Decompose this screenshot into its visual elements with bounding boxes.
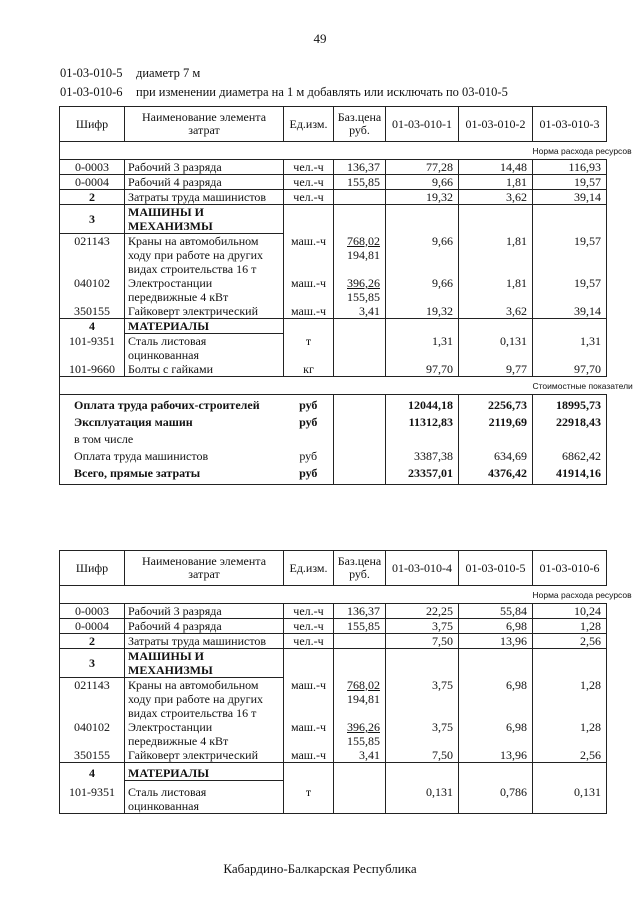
row-value: 2,56 xyxy=(533,634,607,649)
row-unit: чел.-ч xyxy=(284,619,334,634)
row-value: 97,70 xyxy=(533,362,607,377)
row-name-l2: передвижные 4 кВт xyxy=(128,290,229,304)
row-value: 55,84 xyxy=(459,604,533,619)
row-value: 97,70 xyxy=(386,362,459,377)
row-unit: чел.-ч xyxy=(284,175,334,190)
totals-unit: руб xyxy=(299,449,318,463)
row-price: 3,41 xyxy=(334,304,386,319)
col-header-name xyxy=(125,551,284,586)
row-unit: маш.-ч xyxy=(284,720,334,748)
totals-value: 22918,43 xyxy=(533,412,607,429)
totals-row xyxy=(60,463,607,485)
row-value: 10,24 xyxy=(533,604,607,619)
section-row-machines xyxy=(60,205,607,234)
row-value: 39,14 xyxy=(533,190,607,205)
col-header-name-l1: Наименование элемента xyxy=(141,110,267,124)
row-code: 4 xyxy=(60,319,125,334)
table-row xyxy=(60,334,607,363)
row-value: 3,75 xyxy=(386,720,459,748)
row-code: 101-9660 xyxy=(60,362,125,377)
row-code: 0-0004 xyxy=(60,619,125,634)
row-value: 3,62 xyxy=(459,190,533,205)
col-header-unit: Ед.изм. xyxy=(284,551,334,586)
totals-value: 41914,16 xyxy=(533,463,607,485)
row-value: 0,131 xyxy=(459,334,533,363)
header-line-2 xyxy=(60,85,508,100)
norm-band-label: Норма расхода ресурсов xyxy=(533,586,607,604)
row-unit: чел.-ч xyxy=(284,604,334,619)
totals-value: 4376,42 xyxy=(459,463,533,485)
row-name-l1: Сталь листовая xyxy=(128,334,207,348)
row-code: 021143 xyxy=(60,678,125,721)
row-value: 19,57 xyxy=(533,175,607,190)
totals-value: 23357,01 xyxy=(386,463,459,485)
row-value: 6,98 xyxy=(459,678,533,721)
row-price-main: 396,26 xyxy=(347,276,380,290)
row-name-l2: передвижные 4 кВт xyxy=(128,734,229,748)
row-value: 1,81 xyxy=(459,175,533,190)
row-price xyxy=(334,234,386,277)
row-value: 3,75 xyxy=(386,678,459,721)
row-price xyxy=(334,720,386,748)
col-header-name-l1: Наименование элемента xyxy=(141,554,267,568)
row-unit: маш.-ч xyxy=(284,276,334,304)
table-row xyxy=(60,234,607,277)
row-price xyxy=(334,190,386,205)
row-price xyxy=(334,334,386,363)
row-value: 9,66 xyxy=(386,175,459,190)
row-value: 1,28 xyxy=(533,720,607,748)
row-name: МАТЕРИАЛЫ xyxy=(125,319,284,334)
resource-table-1 xyxy=(59,106,633,485)
col-header-unit: Ед.изм. xyxy=(284,107,334,142)
row-code: 021143 xyxy=(60,234,125,277)
totals-value: 3387,38 xyxy=(414,449,453,463)
totals-value: 11312,83 xyxy=(408,415,453,429)
row-unit: кг xyxy=(284,362,334,377)
row-value: 77,28 xyxy=(386,160,459,175)
row-value: 13,96 xyxy=(459,634,533,649)
row-price-sub: 155,85 xyxy=(347,290,380,304)
row-price-main: 396,26 xyxy=(347,720,380,734)
row-name-l1: МАШИНЫ И xyxy=(128,205,204,219)
table-row xyxy=(60,748,607,763)
col-header-name xyxy=(125,107,284,142)
row-name-l1: Сталь листовая xyxy=(128,785,207,799)
row-value: 1,31 xyxy=(386,334,459,363)
row-name-l3: видах строительства 16 т xyxy=(128,706,257,720)
row-value: 7,50 xyxy=(386,748,459,763)
row-value: 19,32 xyxy=(386,304,459,319)
table-row xyxy=(60,175,607,190)
totals-label: Оплата труда машинистов xyxy=(60,446,284,463)
row-value: 6,98 xyxy=(459,720,533,748)
row-name-l2: МЕХАНИЗМЫ xyxy=(128,663,213,677)
row-name xyxy=(125,334,284,363)
col-header-code-1: 01-03-010-1 xyxy=(386,107,459,142)
norm-band-label: Норма расхода ресурсов xyxy=(533,142,607,160)
col-header-code-2: 01-03-010-5 xyxy=(459,551,533,586)
row-value: 13,96 xyxy=(459,748,533,763)
row-code: 3 xyxy=(60,649,125,678)
table-row xyxy=(60,634,607,649)
row-unit: чел.-ч xyxy=(284,160,334,175)
totals-unit: руб xyxy=(299,415,318,429)
row-name xyxy=(125,678,284,721)
totals-label: Оплата труда рабочих-строителей xyxy=(60,395,284,413)
totals-value: 2256,73 xyxy=(459,395,533,413)
col-header-price-l1: Баз.цена xyxy=(337,554,382,568)
row-unit: маш.-ч xyxy=(284,678,334,721)
row-name xyxy=(125,234,284,277)
table-row xyxy=(60,190,607,205)
totals-value: 2119,69 xyxy=(459,412,533,429)
row-name-l2: оцинкованная xyxy=(128,799,200,813)
row-value: 0,131 xyxy=(533,781,607,814)
row-value: 0,786 xyxy=(459,781,533,814)
row-name: Рабочий 4 разряда xyxy=(125,619,284,634)
table-row xyxy=(60,304,607,319)
row-code: 3 xyxy=(60,205,125,234)
col-header-shifr: Шифр xyxy=(60,551,125,586)
totals-label: Эксплуатация машин xyxy=(60,412,284,429)
row-code: 4 xyxy=(60,763,125,781)
row-price xyxy=(334,276,386,304)
row-code: 2 xyxy=(60,634,125,649)
row-name xyxy=(125,720,284,748)
totals-unit: руб xyxy=(299,398,318,412)
row-price: 155,85 xyxy=(334,175,386,190)
row-unit: маш.-ч xyxy=(284,304,334,319)
row-name: Рабочий 3 разряда xyxy=(125,160,284,175)
row-price-sub: 194,81 xyxy=(347,691,380,706)
row-name: Затраты труда машинистов xyxy=(125,634,284,649)
totals-value: 6862,42 xyxy=(533,446,607,463)
totals-label: Всего, прямые затраты xyxy=(60,463,284,485)
totals-row xyxy=(60,412,607,429)
norm-band-row xyxy=(60,586,607,604)
row-code: 2 xyxy=(60,190,125,205)
row-value: 19,57 xyxy=(533,234,607,277)
row-name-l1: МАШИНЫ И xyxy=(128,649,204,663)
row-name xyxy=(125,649,284,678)
row-name: Гайковерт электрический xyxy=(125,304,284,319)
header-code: 01-03-010-5 xyxy=(60,66,123,80)
resource-table-2 xyxy=(59,550,632,814)
row-value: 3,75 xyxy=(386,619,459,634)
row-unit: чел.-ч xyxy=(284,634,334,649)
row-price: 136,37 xyxy=(334,604,386,619)
table-row xyxy=(60,619,607,634)
row-unit: маш.-ч xyxy=(284,234,334,277)
row-name-l1: Краны на автомобильном xyxy=(128,678,259,692)
row-price-main: 768,02 xyxy=(347,233,380,248)
row-name-l2: ходу при работе на других xyxy=(128,692,264,706)
col-header-price xyxy=(334,107,386,142)
row-value: 9,77 xyxy=(459,362,533,377)
col-header-price-l2: руб. xyxy=(349,123,370,137)
row-value: 1,81 xyxy=(459,234,533,277)
table-header-row xyxy=(60,551,607,586)
row-name-l3: видах строительства 16 т xyxy=(128,262,257,276)
row-value: 14,48 xyxy=(459,160,533,175)
row-code: 101-9351 xyxy=(60,334,125,363)
row-value: 19,32 xyxy=(386,190,459,205)
col-header-price-l2: руб. xyxy=(349,567,370,581)
row-price-main: 768,02 xyxy=(347,677,380,692)
row-name-l1: Краны на автомобильном xyxy=(128,234,259,248)
row-value: 7,50 xyxy=(386,634,459,649)
header-code: 01-03-010-6 xyxy=(60,85,123,99)
row-value: 1,28 xyxy=(533,678,607,721)
table-row xyxy=(60,781,607,814)
row-value: 3,62 xyxy=(459,304,533,319)
row-name xyxy=(125,205,284,234)
section-row-materials xyxy=(60,319,607,334)
totals-row xyxy=(60,446,607,463)
row-name-l1: Электростанции xyxy=(128,276,213,290)
cost-band-row xyxy=(60,377,607,395)
col-header-code-2: 01-03-010-2 xyxy=(459,107,533,142)
totals-label: в том числе xyxy=(60,429,284,446)
row-value: 19,57 xyxy=(533,276,607,304)
row-name xyxy=(125,276,284,304)
page-number: 49 xyxy=(313,31,327,46)
row-price: 136,37 xyxy=(334,160,386,175)
row-name-l2: МЕХАНИЗМЫ xyxy=(128,219,213,233)
row-unit: маш.-ч xyxy=(284,748,334,763)
row-code: 040102 xyxy=(60,720,125,748)
row-value: 1,81 xyxy=(459,276,533,304)
row-value: 0,131 xyxy=(386,781,459,814)
row-name: Гайковерт электрический xyxy=(125,748,284,763)
row-price: 155,85 xyxy=(334,619,386,634)
norm-band-row xyxy=(60,142,607,160)
col-header-code-3: 01-03-010-3 xyxy=(533,107,607,142)
table-row xyxy=(60,362,607,377)
header-line-1 xyxy=(60,66,200,81)
totals-value: 12044,18 xyxy=(408,398,453,412)
row-name-l2: оцинкованная xyxy=(128,348,200,362)
table-row xyxy=(60,678,607,721)
row-price xyxy=(334,634,386,649)
row-code: 350155 xyxy=(60,748,125,763)
row-unit: чел.-ч xyxy=(284,190,334,205)
row-name-l1: Электростанции xyxy=(128,720,213,734)
row-value: 9,66 xyxy=(386,276,459,304)
row-name: Затраты труда машинистов xyxy=(125,190,284,205)
section-row-machines xyxy=(60,649,607,678)
totals-row xyxy=(60,395,607,413)
row-name xyxy=(125,781,284,814)
row-code: 0-0004 xyxy=(60,175,125,190)
col-header-code-1: 01-03-010-4 xyxy=(386,551,459,586)
row-value: 9,66 xyxy=(386,234,459,277)
footer-region: Кабардино-Балкарская Республика xyxy=(223,861,417,876)
col-header-name-l2: затрат xyxy=(188,123,220,137)
row-name-l2: ходу при работе на других xyxy=(128,248,264,262)
row-value: 2,56 xyxy=(533,748,607,763)
table-header-row xyxy=(60,107,607,142)
cost-band-label: Стоимостные показатели xyxy=(533,377,607,395)
totals-value: 634,69 xyxy=(459,446,533,463)
col-header-name-l2: затрат xyxy=(188,567,220,581)
row-code: 101-9351 xyxy=(60,781,125,814)
row-code: 0-0003 xyxy=(60,160,125,175)
col-header-code-3: 01-03-010-6 xyxy=(533,551,607,586)
row-code: 350155 xyxy=(60,304,125,319)
totals-unit: руб xyxy=(284,463,334,485)
header-text: диаметр 7 м xyxy=(136,66,201,80)
row-price xyxy=(334,678,386,721)
row-name: Болты с гайками xyxy=(125,362,284,377)
row-value: 1,31 xyxy=(533,334,607,363)
row-code: 0-0003 xyxy=(60,604,125,619)
row-unit: т xyxy=(284,781,334,814)
row-name: МАТЕРИАЛЫ xyxy=(125,763,284,781)
row-value: 22,25 xyxy=(386,604,459,619)
row-price xyxy=(334,781,386,814)
table-row xyxy=(60,160,607,175)
col-header-shifr: Шифр xyxy=(60,107,125,142)
totals-value: 18995,73 xyxy=(533,395,607,413)
row-name: Рабочий 3 разряда xyxy=(125,604,284,619)
section-row-materials xyxy=(60,763,607,781)
row-value: 1,28 xyxy=(533,619,607,634)
row-value: 39,14 xyxy=(533,304,607,319)
row-price-sub: 194,81 xyxy=(347,247,380,262)
row-value: 6,98 xyxy=(459,619,533,634)
row-unit: т xyxy=(284,334,334,363)
row-price-sub: 155,85 xyxy=(347,734,380,748)
row-value: 116,93 xyxy=(533,160,607,175)
row-price: 3,41 xyxy=(334,748,386,763)
col-header-price-l1: Баз.цена xyxy=(337,110,382,124)
table-row xyxy=(60,276,607,304)
totals-row xyxy=(60,429,607,446)
table-row xyxy=(60,720,607,748)
row-name: Рабочий 4 разряда xyxy=(125,175,284,190)
header-text: при изменении диаметра на 1 м добавлять или исключать по 03-010-5 xyxy=(136,85,508,99)
col-header-price xyxy=(334,551,386,586)
row-price xyxy=(334,362,386,377)
table-row xyxy=(60,604,607,619)
row-code: 040102 xyxy=(60,276,125,304)
